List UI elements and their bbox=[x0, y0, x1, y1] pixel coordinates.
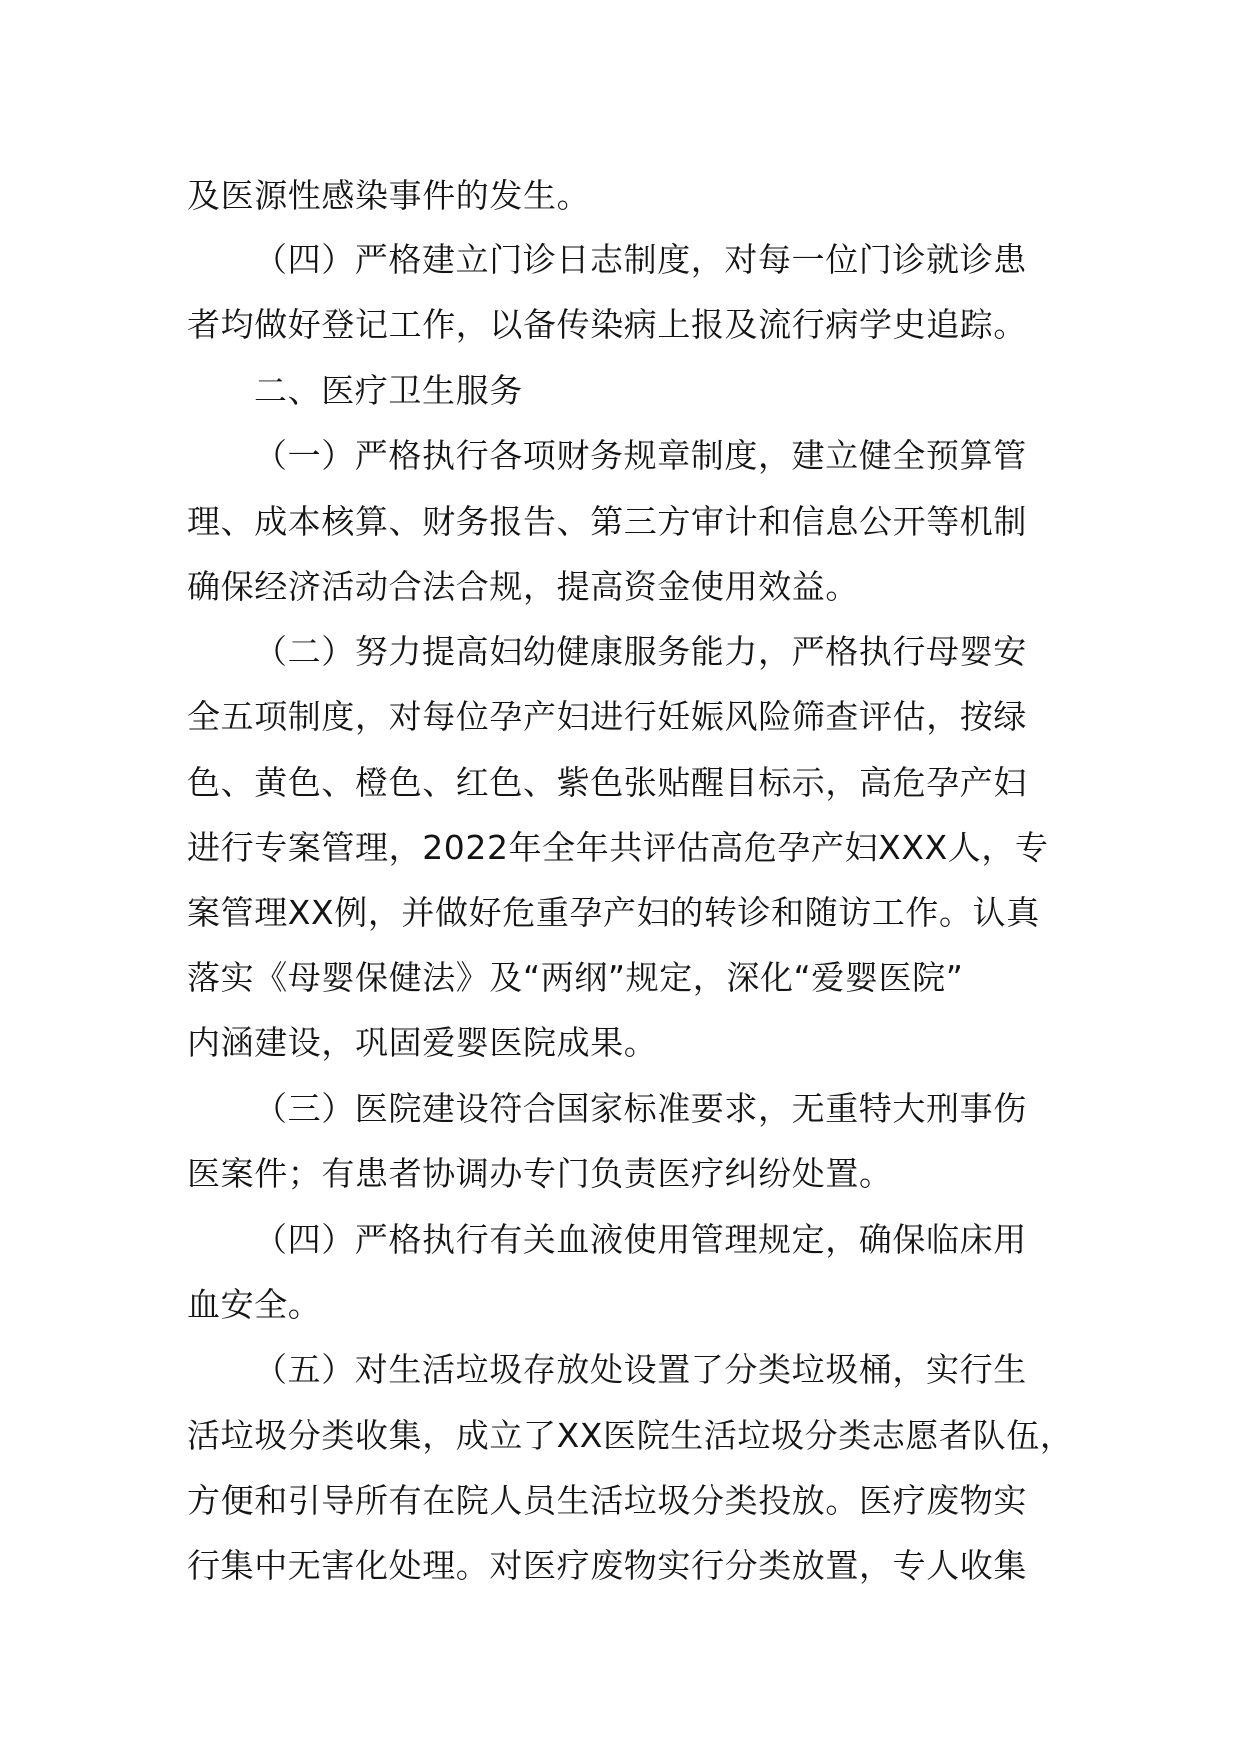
text-line: 医案件；有患者协调办专门负责医疗纠纷处置。 bbox=[187, 1154, 893, 1193]
text-line: 内涵建设，巩固爱婴医院成果。 bbox=[187, 1023, 658, 1062]
paragraph-line: （五）对生活垃圾存放处设置了分类垃圾桶，实行生 bbox=[254, 1350, 1027, 1389]
text-line: 确保经济活动合法合规，提高资金使用效益。 bbox=[187, 567, 859, 606]
text-line: 行集中无害化处理。对医疗废物实行分类放置，专人收集 bbox=[187, 1546, 1027, 1585]
paragraph-line: （一）严格执行各项财务规章制度，建立健全预算管 bbox=[254, 436, 1027, 475]
text-line: 色、黄色、橙色、红色、紫色张贴醒目标示，高危孕产妇 bbox=[187, 763, 1027, 802]
text-line: 落实《母婴保健法》及“两纲”规定，深化“爱婴医院” bbox=[187, 958, 964, 997]
text-line: 全五项制度，对每位孕产妇进行妊娠风险筛查评估，按绿 bbox=[187, 697, 1027, 736]
paragraph-line: （四）严格执行有关血液使用管理规定，确保临床用 bbox=[254, 1220, 1027, 1259]
text-line: 及医源性感染事件的发生。 bbox=[187, 176, 591, 215]
paragraph-line: （二）努力提高妇幼健康服务能力，严格执行母婴安 bbox=[254, 632, 1027, 671]
text-line: 案管理XX例，并做好危重孕产妇的转诊和随访工作。认真 bbox=[187, 893, 1040, 932]
paragraph-line: （三）医院建设符合国家标准要求，无重特大刑事伤 bbox=[254, 1089, 1027, 1128]
section-heading: 二、医疗卫生服务 bbox=[254, 371, 523, 410]
text-line: 进行专案管理，2022年全年共评估高危孕产妇XXX人，专 bbox=[187, 828, 1049, 867]
text-line: 方便和引导所有在院人员生活垃圾分类投放。医疗废物实 bbox=[187, 1481, 1027, 1520]
paragraph-line: （四）严格建立门诊日志制度，对每一位门诊就诊患 bbox=[254, 240, 1027, 279]
text-line: 活垃圾分类收集，成立了XX医院生活垃圾分类志愿者队伍， bbox=[187, 1416, 1074, 1455]
text-line: 者均做好登记工作，以备传染病上报及流行病学史追踪。 bbox=[187, 305, 1027, 344]
text-line: 理、成本核算、财务报告、第三方审计和信息公开等机制 bbox=[187, 502, 1027, 541]
text-line: 血安全。 bbox=[187, 1285, 322, 1324]
